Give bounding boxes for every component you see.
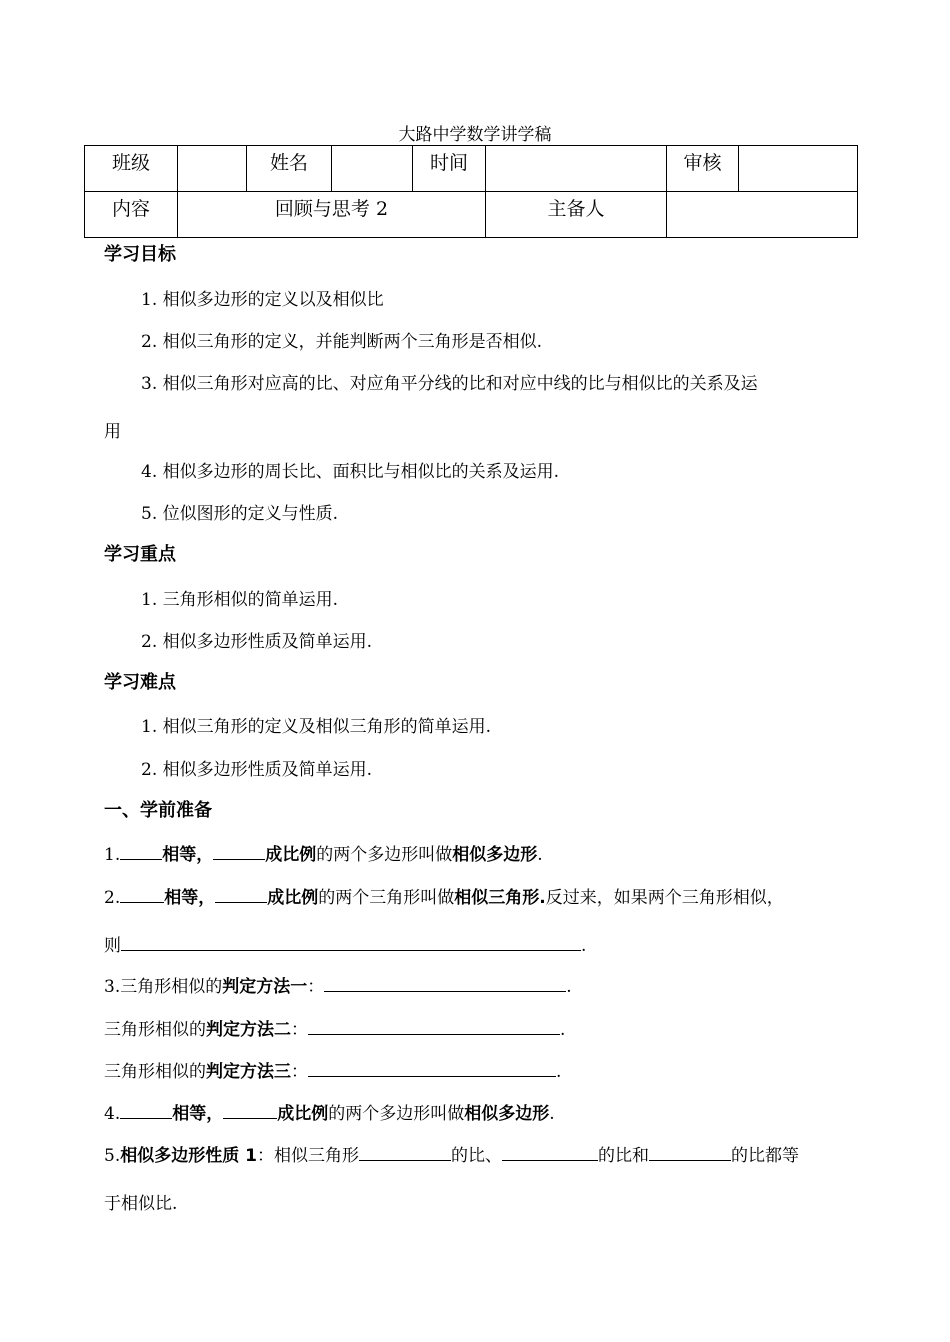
answer-blank[interactable] <box>308 1059 556 1077</box>
period: . <box>537 845 543 865</box>
objective-item: 5. 位似图形的定义与性质. <box>141 504 339 524</box>
question-text: 则 <box>104 936 121 956</box>
objective-item-continuation: 用 <box>104 422 121 442</box>
answer-blank[interactable] <box>359 1143 451 1161</box>
question-text: 的两个多边形叫做 <box>316 845 453 865</box>
key-points-heading: 学习重点 <box>104 544 176 565</box>
separator: ， <box>198 888 216 908</box>
period: . <box>566 977 572 997</box>
period: . <box>556 1062 562 1082</box>
review-label: 审核 <box>667 146 739 192</box>
answer-blank[interactable] <box>649 1143 731 1161</box>
content-label: 内容 <box>85 192 178 238</box>
question-number: 4. <box>104 1104 121 1124</box>
bold-term: 相等 <box>164 888 199 908</box>
prep-heading: 一、学前准备 <box>104 800 212 821</box>
info-table <box>84 145 858 238</box>
question-3-method-3 <box>104 1057 561 1082</box>
difficulty-item: 1. 相似三角形的定义及相似三角形的简单运用. <box>141 717 492 737</box>
info-row-2 <box>85 192 858 238</box>
answer-blank[interactable] <box>502 1143 598 1161</box>
answer-blank[interactable] <box>121 933 581 951</box>
question-text: 的比、 <box>450 1146 502 1166</box>
bold-term: 成比例 <box>265 845 317 865</box>
key-point-item: 1. 三角形相似的简单运用. <box>141 590 339 610</box>
objective-item: 3. 相似三角形对应高的比、对应角平分线的比和对应中线的比与相似比的关系及运 <box>141 374 758 394</box>
bold-term: 相等 <box>162 845 197 865</box>
question-text: 的比都等 <box>730 1146 799 1166</box>
bold-term: 相似多边形 <box>464 1104 550 1124</box>
question-3-method-2 <box>104 1015 565 1040</box>
question-text: 三角形相似的 <box>104 1062 206 1082</box>
question-3-method-1 <box>104 972 572 997</box>
bold-term: 成比例 <box>277 1104 329 1124</box>
question-text: 三角形相似的 <box>104 1020 206 1040</box>
name-field[interactable] <box>332 146 413 192</box>
page-title: 大路中学数学讲学稿 <box>398 125 552 145</box>
review-field[interactable] <box>739 146 858 192</box>
preparer-field[interactable] <box>667 192 858 238</box>
question-5 <box>104 1141 799 1166</box>
content-value: 回顾与思考 2 <box>178 192 486 238</box>
question-text: 三角形相似的 <box>120 977 223 997</box>
bold-term: 判定方法一 <box>222 977 308 997</box>
question-number: 2. <box>104 888 121 908</box>
time-field[interactable] <box>486 146 667 192</box>
question-text: 的两个三角形叫做 <box>318 888 455 908</box>
answer-blank[interactable] <box>215 885 267 903</box>
objective-item: 4. 相似多边形的周长比、面积比与相似比的关系及运用. <box>141 462 560 482</box>
answer-blank[interactable] <box>223 1101 277 1119</box>
colon: ： <box>256 1146 274 1166</box>
question-1 <box>104 840 543 865</box>
colon: ： <box>307 977 325 997</box>
class-label: 班级 <box>85 146 178 192</box>
question-number: 5. <box>104 1146 121 1166</box>
question-4 <box>104 1099 555 1124</box>
answer-blank[interactable] <box>120 885 164 903</box>
key-point-item: 2. 相似多边形性质及简单运用. <box>141 632 373 652</box>
time-label: 时间 <box>413 146 486 192</box>
answer-blank[interactable] <box>120 842 162 860</box>
question-number: 3. <box>104 977 121 997</box>
colon: ： <box>291 1020 308 1040</box>
objective-item: 2. 相似三角形的定义，并能判断两个三角形是否相似. <box>141 332 543 352</box>
period: . <box>549 1104 555 1124</box>
period: . <box>560 1020 566 1040</box>
name-label: 姓名 <box>247 146 332 192</box>
answer-blank[interactable] <box>120 1101 172 1119</box>
bold-term: 相似多边形性质 1 <box>120 1146 257 1166</box>
bold-term: 判定方法二 <box>206 1020 291 1040</box>
separator: ， <box>206 1104 224 1124</box>
question-2-continuation <box>104 931 586 956</box>
bold-term: 判定方法三 <box>206 1062 291 1082</box>
question-text: 反过来，如果两个三角形相似， <box>545 888 784 908</box>
question-text: 的比和 <box>597 1146 649 1166</box>
separator: ， <box>196 845 214 865</box>
answer-blank[interactable] <box>308 1017 560 1035</box>
info-row-1 <box>85 146 858 192</box>
bold-term: 相等 <box>172 1104 207 1124</box>
class-field[interactable] <box>178 146 247 192</box>
question-text: 相似三角形 <box>273 1146 359 1166</box>
objective-item: 1. 相似多边形的定义以及相似比 <box>141 290 384 310</box>
question-text: 的两个多边形叫做 <box>328 1104 465 1124</box>
bold-term: 成比例 <box>267 888 319 908</box>
objectives-heading: 学习目标 <box>104 244 176 265</box>
bold-term: 相似多边形 <box>452 845 538 865</box>
difficulties-heading: 学习难点 <box>104 672 176 693</box>
question-2 <box>104 883 784 908</box>
answer-blank[interactable] <box>324 974 566 992</box>
preparer-label: 主备人 <box>486 192 667 238</box>
period: . <box>581 936 587 956</box>
question-5-continuation: 于相似比. <box>104 1194 178 1214</box>
colon: ： <box>291 1062 308 1082</box>
answer-blank[interactable] <box>213 842 265 860</box>
question-number: 1. <box>104 845 121 865</box>
bold-term: 相似三角形. <box>454 888 546 908</box>
difficulty-item: 2. 相似多边形性质及简单运用. <box>141 760 373 780</box>
